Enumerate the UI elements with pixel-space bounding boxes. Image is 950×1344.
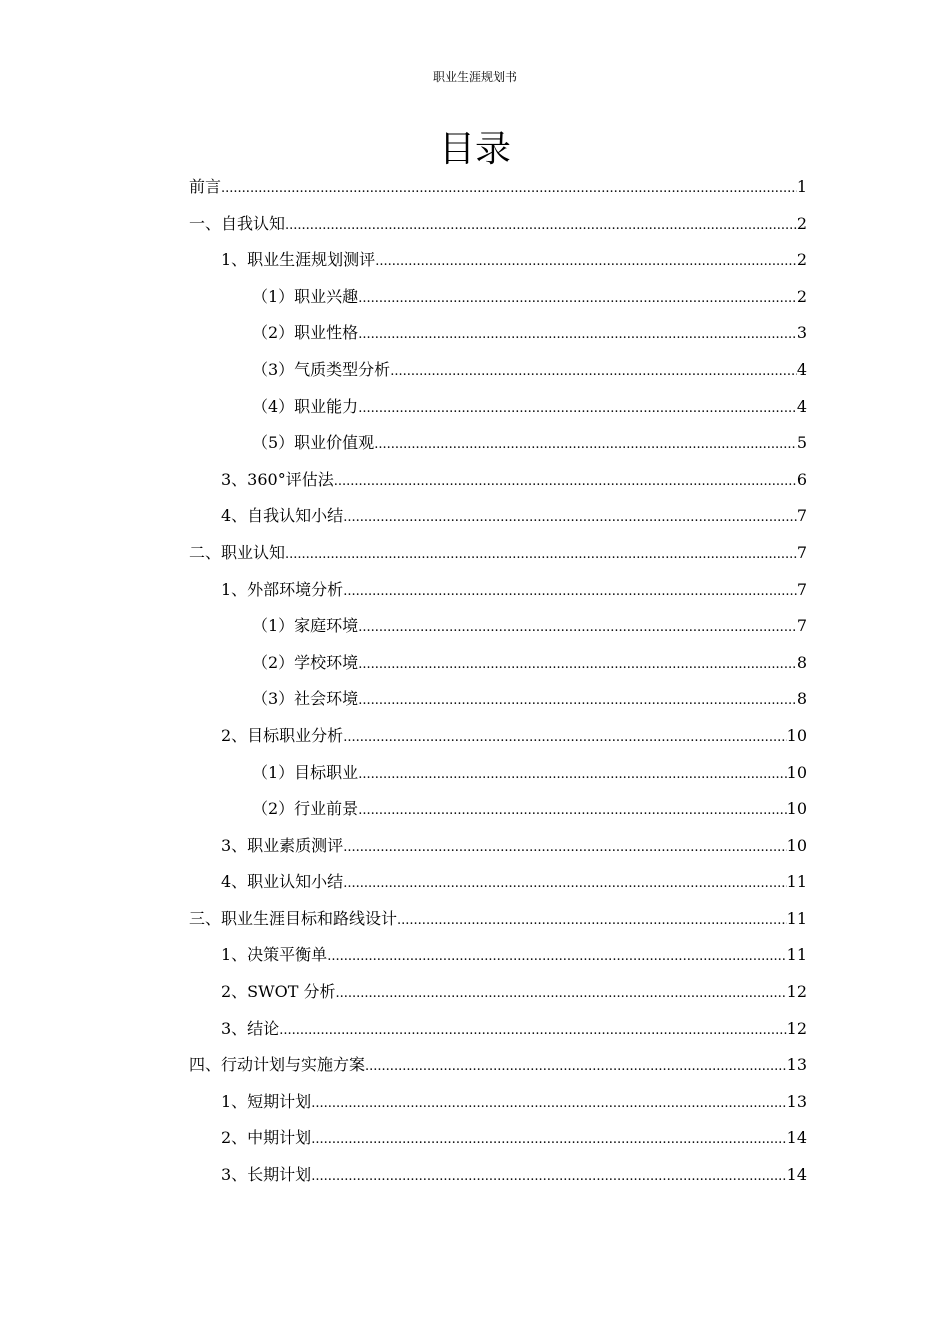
toc-entry[interactable] [189, 1084, 807, 1121]
toc-entry-label: 1、外部环境分析 [221, 579, 344, 599]
toc-leader-dots [311, 1122, 786, 1157]
toc-entry-label: 前言 [189, 177, 222, 196]
toc-entry[interactable] [189, 645, 807, 682]
toc-entry-label: （2）行业前景 [252, 799, 359, 819]
toc-entry-label: 4、自我认知小结 [221, 506, 344, 526]
toc-leader-dots [327, 939, 786, 974]
toc-entry[interactable] [189, 535, 807, 572]
toc-leader-dots [343, 720, 786, 755]
toc-entry-label: 1、决策平衡单 [221, 945, 328, 965]
toc-leader-dots [358, 610, 797, 645]
toc-entry-page: 14 [786, 1128, 807, 1148]
toc-entry-label: 2、中期计划 [221, 1128, 312, 1148]
toc-entry-page: 11 [786, 945, 807, 965]
toc-entry-label: （5）职业价值观 [252, 433, 375, 453]
toc-leader-dots [358, 647, 797, 682]
toc-entry-label: 1、短期计划 [221, 1091, 312, 1111]
toc-entry[interactable] [189, 1120, 807, 1157]
toc-entry-label: 四、行动计划与实施方案 [189, 1055, 366, 1075]
toc-entry-label: 3、职业素质测评 [221, 835, 344, 855]
toc-entry-page: 4 [796, 396, 807, 416]
toc-leader-dots [343, 830, 786, 865]
toc-entry-page: 13 [786, 1055, 807, 1075]
toc-entry-page: 6 [796, 469, 807, 489]
toc-leader-dots [311, 1159, 786, 1194]
toc-leader-dots [374, 427, 797, 462]
toc-leader-dots [343, 866, 786, 901]
toc-entry[interactable] [189, 242, 807, 279]
toc-entry-page: 13 [786, 1091, 807, 1111]
toc-entry-page: 8 [796, 652, 807, 672]
toc-entry-page: 10 [786, 835, 807, 855]
toc-entry[interactable] [189, 169, 807, 206]
page-title: 目录 [438, 129, 511, 170]
toc-leader-dots [285, 208, 797, 243]
toc-leader-dots [397, 903, 787, 938]
toc-entry-page: 11 [786, 872, 807, 892]
toc-entry-page: 3 [796, 323, 807, 343]
toc-entry-label: 2、目标职业分析 [221, 725, 344, 745]
toc-entry[interactable] [189, 1011, 807, 1048]
toc-entry[interactable] [189, 206, 807, 243]
toc-entry-label: （3）社会环境 [252, 689, 359, 709]
toc-entry-page: 1 [796, 177, 807, 196]
toc-leader-dots [334, 464, 797, 499]
toc-entry[interactable] [189, 352, 807, 389]
toc-entry[interactable] [189, 1047, 807, 1084]
toc-entry-label: （3）气质类型分析 [252, 359, 391, 379]
toc-leader-dots [221, 171, 797, 206]
toc-leader-dots [358, 391, 797, 426]
toc-entry-page: 12 [786, 1018, 807, 1038]
toc-entry-page: 10 [786, 762, 807, 782]
toc-entry-page: 7 [796, 616, 807, 636]
toc-entry-label: （2）学校环境 [252, 652, 359, 672]
toc-entry[interactable] [189, 937, 807, 974]
toc-entry-label: （1）家庭环境 [252, 616, 359, 636]
toc-entry-page: 10 [786, 799, 807, 819]
toc-entry[interactable] [189, 718, 807, 755]
toc-entry-page: 4 [796, 359, 807, 379]
toc-leader-dots [358, 683, 797, 718]
toc-entry[interactable] [189, 608, 807, 645]
toc-entry-label: 二、职业认知 [189, 542, 286, 562]
toc-entry-page: 2 [796, 286, 807, 306]
toc-entry-label: （1）目标职业 [252, 762, 359, 782]
toc-leader-dots [375, 244, 797, 279]
toc-entry-label: 1、职业生涯规划测评 [221, 250, 376, 270]
toc-leader-dots [365, 1049, 787, 1084]
toc-entry[interactable] [189, 462, 807, 499]
toc-entry-page: 14 [786, 1165, 807, 1185]
toc-entry-page: 12 [786, 982, 807, 1002]
toc-entry-page: 8 [796, 689, 807, 709]
toc-entry-label: 2、SWOT 分析 [221, 982, 336, 1002]
toc-entry-page: 2 [796, 213, 807, 233]
toc-leader-dots [285, 537, 797, 572]
toc-entry[interactable] [189, 681, 807, 718]
toc-entry[interactable] [189, 828, 807, 865]
toc-entry-label: 3、结论 [221, 1018, 280, 1038]
toc-leader-dots [311, 1086, 786, 1121]
toc-entry[interactable] [189, 389, 807, 426]
table-of-contents [189, 169, 807, 1194]
toc-entry-page: 7 [796, 542, 807, 562]
toc-entry[interactable] [189, 974, 807, 1011]
toc-entry-page: 5 [796, 433, 807, 453]
toc-entry-page: 11 [786, 908, 807, 928]
toc-entry[interactable] [189, 498, 807, 535]
toc-entry-label: （2）职业性格 [252, 323, 359, 343]
toc-entry[interactable] [189, 425, 807, 462]
toc-entry-label: （4）职业能力 [252, 396, 359, 416]
toc-leader-dots [390, 354, 797, 389]
toc-entry-label: 3、360°评估法 [221, 469, 334, 489]
toc-entry-label: （1）职业兴趣 [252, 286, 359, 306]
toc-entry[interactable] [189, 791, 807, 828]
toc-entry-page: 7 [796, 506, 807, 526]
toc-entry-page: 2 [796, 250, 807, 270]
toc-entry-label: 4、职业认知小结 [221, 872, 344, 892]
toc-entry-label: 三、职业生涯目标和路线设计 [189, 908, 398, 928]
running-header: 职业生涯规划书 [432, 70, 517, 84]
toc-entry-label: 一、自我认知 [189, 213, 286, 233]
toc-entry[interactable] [189, 1157, 807, 1194]
toc-leader-dots [343, 574, 797, 609]
toc-leader-dots [335, 976, 786, 1011]
toc-entry[interactable] [189, 755, 807, 792]
toc-entry[interactable] [189, 864, 807, 901]
toc-entry[interactable] [189, 279, 807, 316]
toc-leader-dots [358, 317, 797, 352]
toc-leader-dots [358, 281, 797, 316]
toc-entry[interactable] [189, 315, 807, 352]
toc-leader-dots [358, 793, 786, 828]
toc-entry-page: 10 [786, 725, 807, 745]
toc-entry-page: 7 [796, 579, 807, 599]
toc-leader-dots [343, 500, 797, 535]
toc-entry-label: 3、长期计划 [221, 1165, 312, 1185]
toc-entry[interactable] [189, 572, 807, 609]
toc-entry[interactable] [189, 901, 807, 938]
toc-leader-dots [279, 1013, 786, 1048]
toc-leader-dots [358, 757, 786, 792]
